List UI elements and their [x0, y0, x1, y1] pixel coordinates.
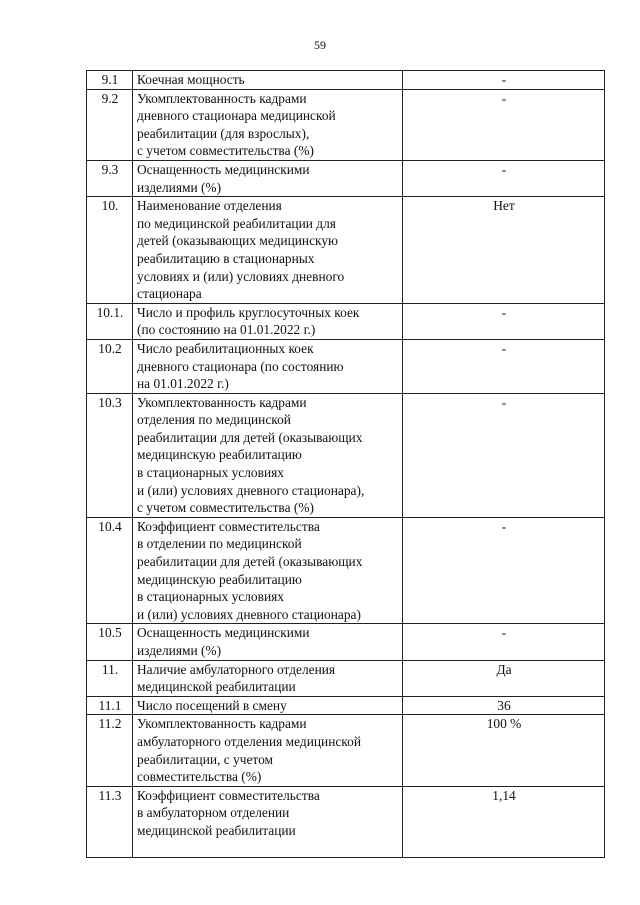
row-number: 11.1	[87, 696, 133, 715]
indicator-line: в амбулаторном отделении	[137, 805, 290, 821]
row-value: -	[403, 89, 605, 160]
row-number: 10.2	[87, 339, 133, 393]
row-indicator	[133, 339, 403, 393]
row-number: 10.1.	[87, 303, 133, 339]
indicator-line: с учетом совместительства (%)	[137, 500, 314, 516]
indicator-line: изделиями (%)	[137, 643, 222, 658]
indicator-line: детей (оказывающих медицинскую	[137, 233, 339, 249]
indicator-line: Оснащенность медицинскими	[137, 161, 310, 177]
table-row	[87, 696, 605, 715]
row-indicator	[133, 786, 403, 857]
indicator-line: в стационарных условиях	[137, 589, 284, 605]
indicator-line: амбулаторного отделения медицинской	[137, 733, 361, 749]
indicator-line: Число посещений в смену	[137, 697, 287, 713]
table-row	[87, 339, 605, 393]
row-indicator	[133, 393, 403, 517]
indicator-line: дневного стационара медицинской	[137, 108, 336, 124]
row-number: 11.	[87, 660, 133, 696]
table-row	[87, 393, 605, 517]
indicator-line: реабилитации, с учетом	[137, 751, 273, 767]
row-value: Да	[403, 660, 605, 696]
table-row	[87, 303, 605, 339]
indicator-line: Укомплектованность кадрами	[137, 716, 307, 732]
indicator-line: реабилитации для детей (оказывающих	[137, 554, 363, 570]
row-value: -	[403, 71, 605, 90]
indicator-line: медицинской реабилитации	[137, 679, 296, 695]
indicator-line: Укомплектованность кадрами	[137, 90, 307, 106]
row-value: -	[403, 160, 605, 196]
row-number: 9.2	[87, 89, 133, 160]
indicator-line: медицинской реабилитации	[137, 822, 296, 838]
indicator-line: Число и профиль круглосуточных коек	[137, 304, 360, 320]
row-indicator	[133, 660, 403, 696]
row-number: 10.3	[87, 393, 133, 517]
indicator-line: Коэффициент совместительства	[137, 787, 320, 803]
indicator-line: с учетом совместительства (%)	[137, 143, 314, 159]
indicator-line: и (или) условиях дневного стационара),	[137, 482, 365, 498]
row-indicator	[133, 715, 403, 786]
indicator-line: дневного стационара (по состоянию	[137, 358, 344, 374]
indicator-line: на 01.01.2022 г.)	[137, 376, 229, 392]
row-indicator	[133, 197, 403, 304]
table-row	[87, 660, 605, 696]
indicator-line: Коечная мощность	[137, 72, 245, 87]
indicator-line: медицинскую реабилитацию	[137, 447, 302, 463]
row-number: 11.2	[87, 715, 133, 786]
page-number: 59	[314, 38, 326, 52]
indicator-line: реабилитации (для взрослых),	[137, 125, 310, 141]
row-value: Нет	[403, 197, 605, 304]
row-number: 10.5	[87, 624, 133, 660]
indicator-line: Наличие амбулаторного отделения	[137, 661, 336, 677]
table-body	[87, 71, 605, 858]
row-indicator	[133, 517, 403, 624]
indicator-line: (по состоянию на 01.01.2022 г.)	[137, 322, 316, 338]
indicator-line: отделения по медицинской	[137, 412, 291, 428]
row-indicator	[133, 624, 403, 660]
row-value: -	[403, 303, 605, 339]
row-value: -	[403, 393, 605, 517]
indicators-table	[86, 70, 605, 858]
indicator-line: реабилитацию в стационарных	[137, 250, 315, 266]
row-indicator	[133, 303, 403, 339]
row-value: 100 %	[403, 715, 605, 786]
indicator-line: условиях и (или) условиях дневного	[137, 268, 345, 284]
indicator-line: и (или) условиях дневного стационара)	[137, 606, 361, 622]
indicator-line: изделиями (%)	[137, 179, 222, 195]
indicator-line: в отделении по медицинской	[137, 536, 302, 552]
row-indicator	[133, 696, 403, 715]
table-row	[87, 517, 605, 624]
indicator-line: Наименование отделения	[137, 198, 282, 214]
row-indicator	[133, 160, 403, 196]
indicator-line: Оснащенность медицинскими	[137, 625, 310, 641]
row-number: 10.4	[87, 517, 133, 624]
row-value: -	[403, 339, 605, 393]
table-row	[87, 197, 605, 304]
table-row	[87, 89, 605, 160]
row-number: 9.3	[87, 160, 133, 196]
row-value: -	[403, 624, 605, 660]
indicator-line: Число реабилитационных коек	[137, 340, 314, 356]
row-number: 11.3	[87, 786, 133, 857]
row-indicator	[133, 71, 403, 90]
indicator-line: стационара	[137, 286, 202, 302]
indicator-line: реабилитации для детей (оказывающих	[137, 429, 363, 445]
row-number: 10.	[87, 197, 133, 304]
table-row	[87, 786, 605, 857]
row-number: 9.1	[87, 71, 133, 90]
indicator-line: медицинскую реабилитацию	[137, 571, 302, 587]
indicator-line: совместительства (%)	[137, 769, 262, 785]
table-row	[87, 715, 605, 786]
table-row	[87, 71, 605, 90]
row-value: -	[403, 517, 605, 624]
indicator-line: по медицинской реабилитации для	[137, 215, 336, 231]
row-indicator	[133, 89, 403, 160]
table-row	[87, 624, 605, 660]
indicator-line: Укомплектованность кадрами	[137, 394, 307, 410]
indicator-line: Коэффициент совместительства	[137, 518, 320, 534]
row-value: 36	[403, 696, 605, 715]
indicator-line: в стационарных условиях	[137, 465, 284, 481]
table-row	[87, 160, 605, 196]
row-value: 1,14	[403, 786, 605, 857]
